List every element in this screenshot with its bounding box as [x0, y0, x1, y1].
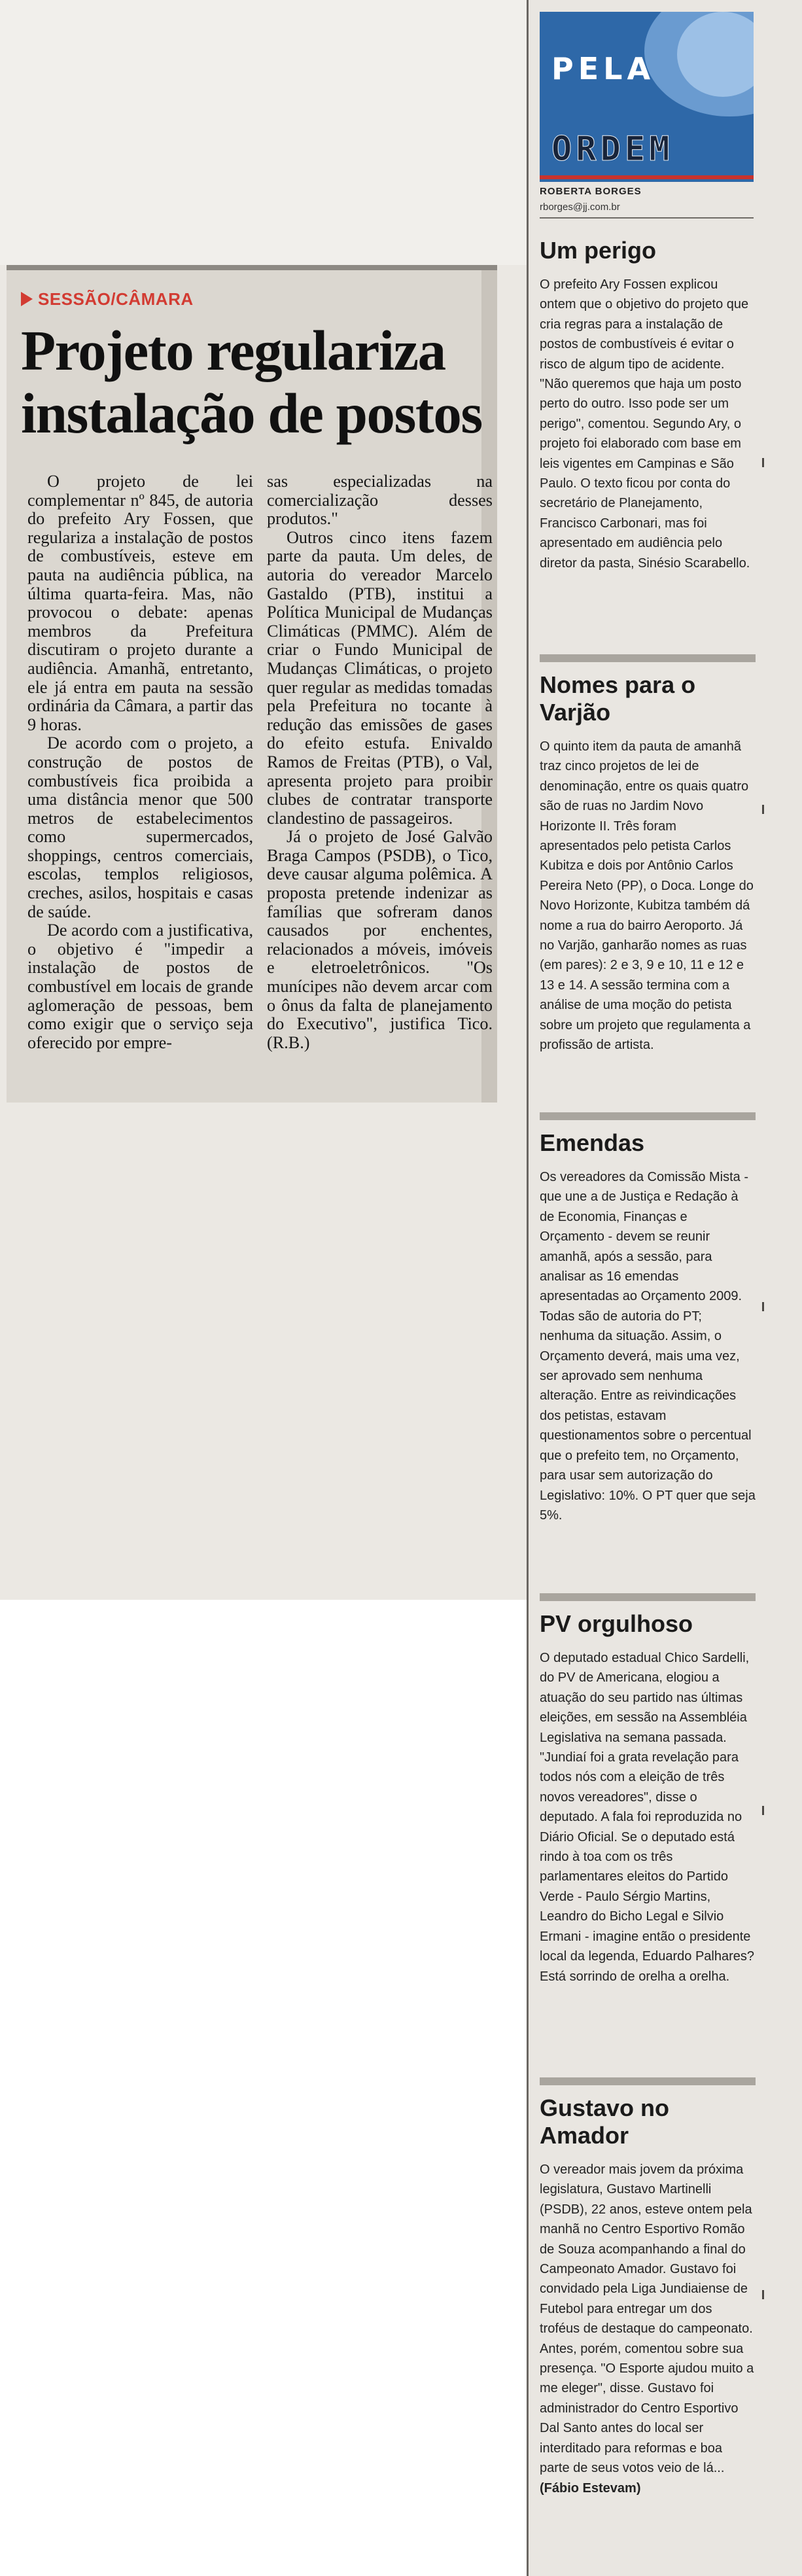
article-column-1: [27, 472, 253, 1101]
note-body-text: O vereador mais jovem da próxima legislatura, Gustavo Martinelli (PSDB), 22 anos, esteve ontem pela manhã no Centro Esportivo Romão de Souza acompanhando a final do Campeonato Amador. Gustavo foi convidado pela Liga Jundiaiense de Futebol para entregar um dos troféus de destaque do campeonato. Antes, porém, comentou sobre sua presença. "O Esporte ajudou muito a me eleger", disse. Gustavo foi administrador do Centro Esportivo Dal Santo antes do local ser interditado para reformas e boa parte de seus votos veio de lá...: [540, 2162, 754, 2476]
note-title: PV orgulhoso: [540, 1610, 693, 1637]
note-title: Nomes para o Varjão: [540, 671, 696, 726]
note-body: O prefeito Ary Fossen explicou ontem que o objetivo do projeto que cria regras para a instalação de postos de combustíveis é evitar o risco de algum tipo de acidente. "Não queremos que haja um posto perto do outro. Isso pode ser um perigo", comentou. Segundo Ary, o projeto foi elaborado com base em leis vigentes em Campinas e São Paulo. O texto ficou por conta do secretário de Planejamento, Francisco Carbonari, mas foi apresentado em audiência pelo diretor da pasta, Sinésio Scarabello.: [540, 277, 750, 571]
scan-mark: [762, 2290, 764, 2299]
note-divider: [540, 1593, 756, 1601]
arrow-right-icon: [21, 292, 33, 306]
note-nomes-para-o-varjao: [540, 654, 756, 1055]
article-paragraph: Já o projeto de José Galvão Braga Campos (PSDB), o Tico, deve causar alguma polêmica. A proposta pretende indenizar as famílias que sofreram danos causados por enchentes, relacionados a móveis, imóveis e eletroeletrônicos. "Os munícipes não devem arcar com o ônus da falta de planejamento do Executivo", justifica Tico. (R.B.): [267, 827, 493, 1052]
note-body: [540, 2160, 756, 2498]
column-divider: [527, 0, 529, 2576]
column-author: ROBERTA BORGES: [540, 186, 642, 197]
column-header-rule: [540, 217, 754, 219]
note-gustavo-no-amador: [540, 2077, 756, 2498]
note-body: O deputado estadual Chico Sardelli, do PV de Americana, elogiou a atuação do seu partido nas últimas eleições, em sessão na Assembléia Legislativa na semana passada. "Jundiaí foi a grata revelação para todos nós com a eleição de três novos vereadores", disse o deputado. A fala foi reproduzida no Diário Oficial. Se o deputado está rindo à toa com os três parlamentares eleitos do Partido Verde - Paulo Sérgio Martins, Leandro do Bicho Legal e Silvio Ermani - imagine então o presidente local da legenda, Eduardo Palhares? Está sorrindo de orelha a orelha.: [540, 1651, 755, 1984]
note-title: Emendas: [540, 1129, 645, 1156]
note-emendas: [540, 1112, 756, 1525]
article-kicker: [21, 288, 194, 310]
logo-line-2: ORDEM: [551, 130, 674, 169]
note-body: O quinto item da pauta de amanhã traz cinco projetos de lei de denominação, entre os quais quatro são de ruas no Jardim Novo Horizonte II. Três foram apresentados pelo petista Carlos Kubitza e dois por Antônio Carlos Pereira Neto (PP), o Doca. Longe do Novo Horizonte, Kubitza também dá nome a rua do bairro Aeroporto. Já no Varjão, ganharão nomes as ruas (em pares): 2 e 3, 9 e 10, 11 e 12 e 13 e 14. A sessão termina com a análise de uma moção do petista sobre um projeto que regulamenta a profissão de artista.: [540, 739, 754, 1053]
article-paragraph: O projeto de lei complementar nº 845, de autoria do prefeito Ary Fossen, que regulariza a instalação de postos de combustíveis, esteve em pauta na audiência pública, na última quarta-feira. Mas, não provocou o debate: apenas membros da Prefeitura discutiram o projeto durante a audiência. Amanhã, entretanto, ele já entra em pauta na sessão ordinária da Câmara, a partir das 9 horas.: [27, 472, 253, 734]
kicker-label: SESSÃO/CÂMARA: [38, 289, 194, 309]
scan-mark: [762, 1806, 764, 1815]
note-divider: [540, 654, 756, 662]
note-divider: [540, 1112, 756, 1120]
note-um-perigo: [540, 237, 756, 573]
article-paragraph: De acordo com a justificativa, o objetivo é "impedir a instalação de postos de combustível em locais de grande aglomeração de pessoas, bem como exigir que o serviço seja oferecido por empre-: [27, 921, 253, 1052]
note-signature: (Fábio Estevam): [540, 2480, 641, 2496]
scan-mark: [762, 458, 764, 467]
article-headline: Projeto regulariza instalação de postos: [21, 319, 482, 445]
note-divider: [540, 2077, 756, 2085]
page-margin-top: [0, 0, 527, 265]
logo-line-1: PELA: [551, 51, 655, 86]
article-paragraph: De acordo com o projeto, a construção de postos de combustíveis fica proibida a uma distância menor que 500 metros de estabelecimentos como supermercados, shoppings, centros comerciais, escolas, templos religiosos, creches, asilos, hospitais e casas de saúde.: [27, 733, 253, 921]
article-column-2: [267, 472, 493, 1101]
scan-mark: [762, 1302, 764, 1311]
column-logo: [540, 12, 754, 182]
note-title: Gustavo no Amador: [540, 2094, 670, 2149]
article-top-rule: [7, 265, 497, 270]
note-pv-orgulhoso: [540, 1593, 756, 1986]
note-title: Um perigo: [540, 237, 657, 264]
note-body: Os vereadores da Comissão Mista - que une a de Justiça e Redação à de Economia, Finanças e Orçamento - devem se reunir amanhã, após a sessão, para analisar as 16 emendas apresentadas ao Orçamento 2009. Todas são de autoria do PT; nenhuma da situação. Assim, o Orçamento deverá, mais uma vez, ser aprovado sem nenhuma alteração. Entre as reivindicações dos petistas, estavam questionamentos sobre o percentual que o prefeito tem, no Orçamento, para usar sem autorização do Legislativo: 10%. O PT quer que seja 5%.: [540, 1170, 756, 1523]
article-paragraph: Outros cinco itens fazem parte da pauta. Um deles, de autoria do vereador Marcelo Gastaldo (PTB), institui a Política Municipal de Mudanças Climáticas (PMMC). Além de criar o Fundo Municipal de Mudanças Climáticas, o projeto quer regular as medidas tomadas pela Prefeitura no tocante à redução das emissões de gases do efeito estufa. Enivaldo Ramos de Freitas (PTB), o Val, apresenta projeto para proibir clubes de contratar transporte clandestino de passageiros.: [267, 527, 493, 828]
column-author-email: rborges@jj.com.br: [540, 202, 620, 213]
article-paragraph: sas especializadas na comercialização desses produtos.": [267, 472, 493, 529]
scan-mark: [762, 805, 764, 814]
